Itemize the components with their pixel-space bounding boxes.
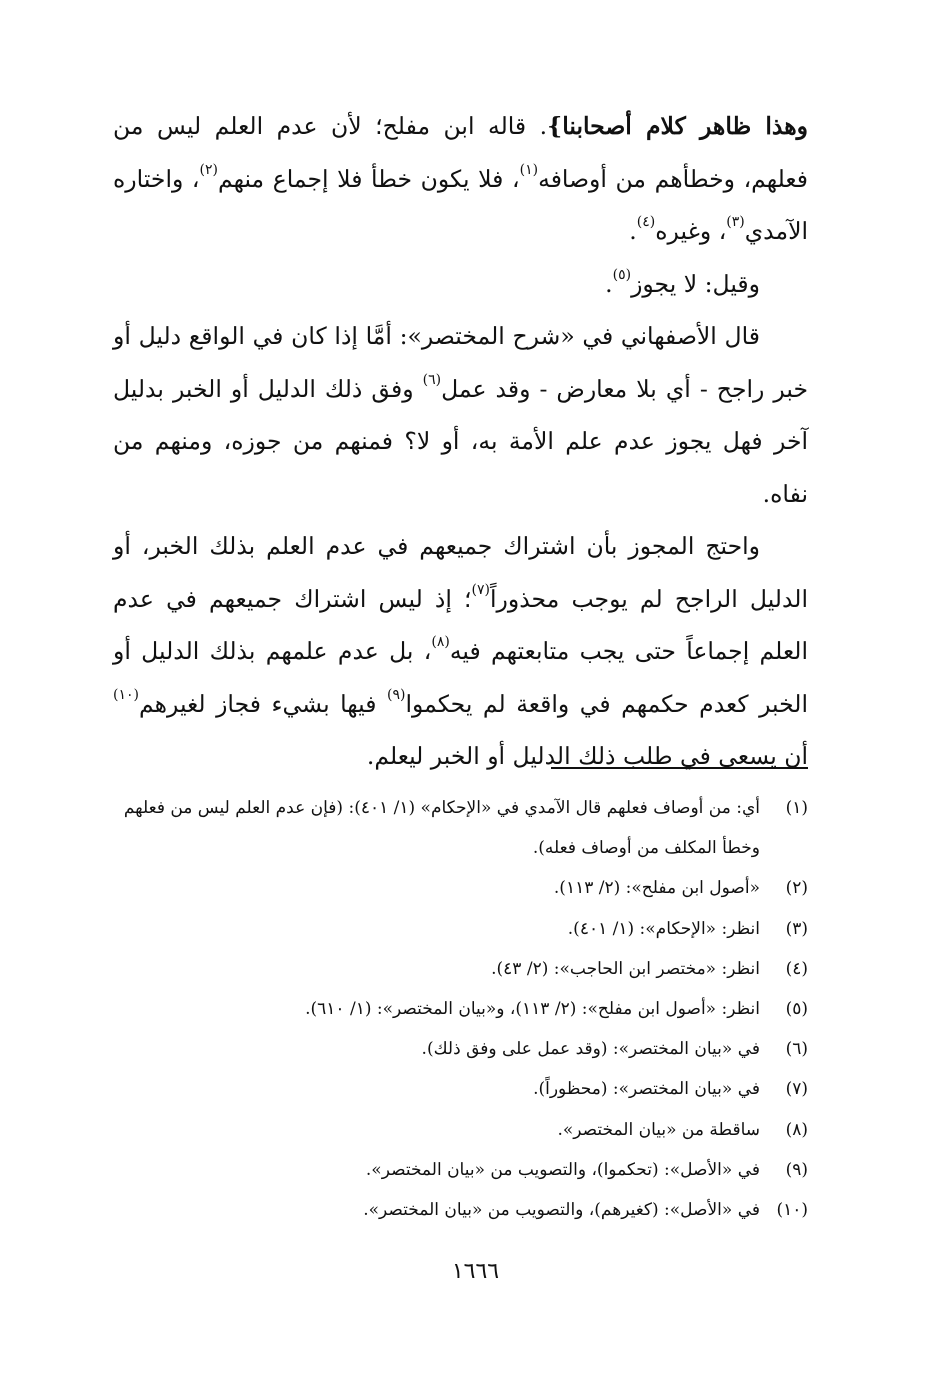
footnote-ref[interactable]: (٨) [431,634,450,650]
footnote-number: (٧) [785,1079,808,1100]
footnote-3 [113,909,808,949]
footnote-ref[interactable]: (٣) [726,214,745,230]
footnote-8 [113,1110,808,1150]
paragraph-4 [113,520,808,783]
footnote-text: في «بيان المختصر»: (وقد عمل على وفق ذلك). [421,1039,760,1060]
page-number: ١٦٦٦ [451,1259,500,1284]
footnote-number: (٥) [785,999,808,1020]
footnote-6 [113,1029,808,1069]
text-run: واحتج المجوز بأن اشتراك جميعهم في عدم العلم بذلك الخبر، أو الدليل الراجح لم يوجب محذوراً [113,532,808,613]
footnote-text: أي: من أوصاف فعلهم قال الآمدي في «الإحكام» (١/ ٤٠١): (فإن عدم العلم ليس من فعلهم وخطأ المكلف من أوصاف فعله). [123,798,760,859]
text-run: . [629,217,637,245]
text-run: وقيل: لا يجوز [631,269,760,298]
footnote-9 [113,1150,808,1190]
footnote-1 [113,788,808,868]
text-run: فيها بشيء فجاز لغيرهم [138,689,387,718]
footnote-ref[interactable]: (٩) [386,686,406,703]
footnote-text: انظر: «الإحكام»: (١/ ٤٠١). [567,918,760,939]
footnote-ref[interactable]: (٤) [636,214,656,230]
footnote-text: انظر: «أصول ابن مفلح»: (٢/ ١١٣)، و«بيان المختصر»: (١/ ٦١٠). [305,999,760,1020]
text-run: قال الأصفهاني في «شرح المختصر»: أمَّا إذا كان في الواقع دليل أو خبر راجح - أي بلا معارض - وقد عمل [113,322,808,403]
footnote-text: في «الأصل»: (تحكموا)، والتصويب من «بيان المختصر». [365,1159,760,1180]
text-run: . [605,269,613,298]
footnote-number: (٤) [785,958,808,979]
footnote-ref[interactable]: (١) [519,161,539,178]
text-run: . قاله ابن مفلح؛ لأن عدم العلم ليس من فعلهم، وخطأهم من أوصافه [113,112,808,193]
footnote-text: في «الأصل»: (كغيرهم)، والتصويب من «بيان المختصر». [363,1200,760,1221]
text-run: ، وغيره [655,217,727,245]
text-run: وفق ذلك الدليل أو الخبر بدليل آخر فهل يجوز عدم علم الأمة به، أو لا؟ فمنهم من جوزه، ومنهم من نفاه. [113,374,808,508]
footnote-number: (٢) [785,878,808,899]
footnote-separator [551,767,808,769]
footnote-ref[interactable]: (٥) [612,266,632,283]
footnote-number: (٩) [785,1159,808,1180]
main-text [113,100,808,783]
footnote-ref[interactable]: (١٠) [113,686,139,703]
text-run: ، واختاره الآمدي [113,164,808,245]
text-run: ، بل عدم علمهم بذلك الدليل أو الخبر كعدم حكمهم في واقعة لم يحكموا [113,637,808,718]
text-run: أن يسعى في طلب ذلك الدليل أو الخبر ليعلم. [366,742,808,770]
paragraph-2 [113,258,808,311]
footnote-7 [113,1069,808,1109]
footnote-text: «أصول ابن مفلح»: (٢/ ١١٣). [553,878,760,899]
footnote-2 [113,868,808,908]
footnote-number: (١٠) [776,1200,808,1221]
footnote-number: (١) [785,798,808,818]
footnote-number: (٦) [785,1039,808,1060]
text-run: ، فلا يكون خطأ فلا إجماع منهم [217,164,520,193]
footnote-text: انظر: «مختصر ابن الحاجب»: (٢/ ٤٣). [491,958,760,979]
footnote-number: (٨) [785,1119,808,1140]
footnotes [113,788,808,1230]
footnote-10 [113,1190,808,1230]
footnote-text: في «بيان المختصر»: (محظوراً). [533,1079,760,1100]
footnote-4 [113,949,808,989]
footnote-ref[interactable]: (٧) [471,581,490,598]
footnote-number: (٣) [785,918,808,939]
footnote-5 [113,989,808,1029]
footnote-ref[interactable]: (٦) [422,371,442,388]
bold-quote: وهذا ظاهر كلام أصحابنا} [547,112,808,140]
paragraph-1 [113,100,808,258]
footnote-text: ساقطة من «بيان المختصر». [557,1119,760,1140]
paragraph-3 [113,310,808,520]
text-run: ؛ إذ ليس اشتراك جميعهم في عدم العلم إجماعاً حتى يجب متابعتهم فيه [113,584,808,665]
footnote-ref[interactable]: (٢) [199,161,218,178]
